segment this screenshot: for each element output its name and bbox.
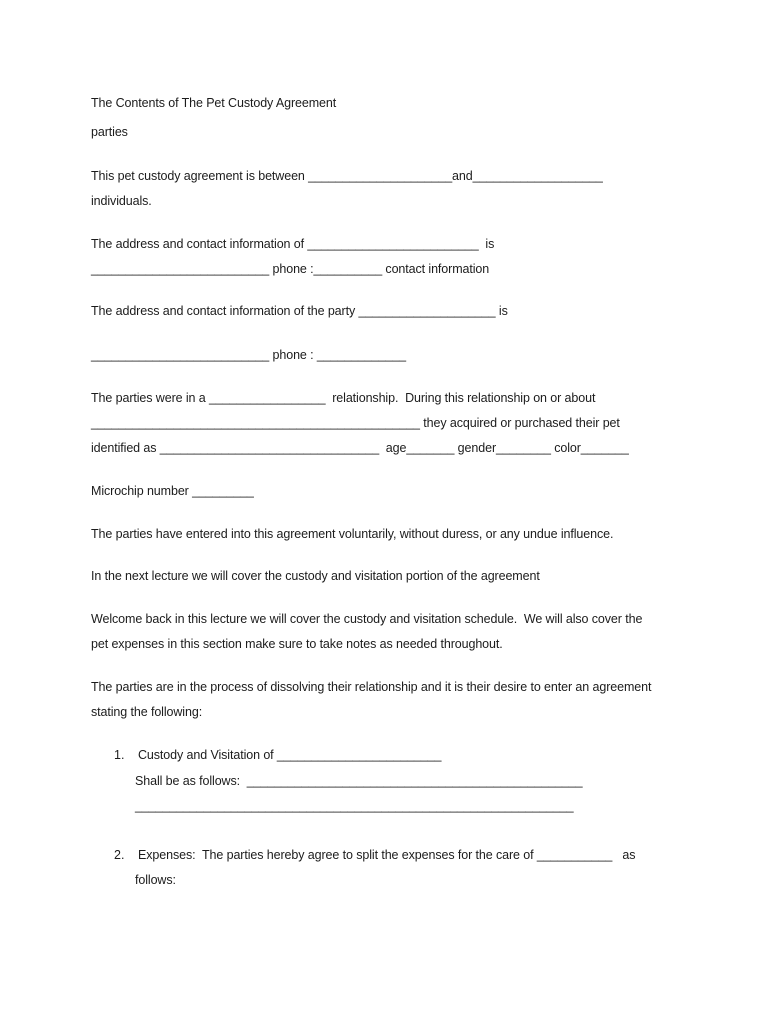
welcome-line-2: pet expenses in this section make sure to take notes as needed throughout. xyxy=(91,637,503,651)
document-title: The Contents of The Pet Custody Agreement xyxy=(91,96,337,110)
microchip-line: Microchip number _________ xyxy=(91,484,254,498)
section-heading-parties: parties xyxy=(91,125,128,139)
next-lecture-line: In the next lecture we will cover the custody and visitation portion of the agreement xyxy=(91,569,540,583)
list-item-1-line-3: ________________________________________________________________ xyxy=(135,799,574,813)
list-item-1-line-1: Custody and Visitation of ________________________ xyxy=(138,748,442,762)
contact-line-1: The address and contact information of _________________________ is xyxy=(91,237,495,251)
dissolving-line-2: stating the following: xyxy=(91,705,203,719)
voluntary-line: The parties have entered into this agreement voluntarily, without duress, or any undue influence. xyxy=(91,527,614,541)
list-item-2-number: 2. xyxy=(114,848,125,862)
contact-line-2: __________________________ phone :__________ contact information xyxy=(91,262,490,276)
parties-line-1: This pet custody agreement is between _____________________and___________________ xyxy=(91,169,603,183)
parties-line-2: individuals. xyxy=(91,194,152,208)
relationship-line-1: The parties were in a _________________ relationship. During this relationship on or about xyxy=(91,391,596,405)
contact-phone-line: __________________________ phone : _____________ xyxy=(91,348,406,362)
contact-party-line: The address and contact information of the party ____________________ is xyxy=(91,304,508,318)
relationship-line-3: identified as ________________________________ age_______ gender________ color_______ xyxy=(91,441,629,455)
list-item-1-number: 1. xyxy=(114,748,125,762)
list-item-2-line-2: follows: xyxy=(135,873,176,887)
list-item-2-line-1: Expenses: The parties hereby agree to split the expenses for the care of ___________ as xyxy=(138,848,636,862)
welcome-line-1: Welcome back in this lecture we will cover the custody and visitation schedule. We will also cover the xyxy=(91,612,643,626)
dissolving-line-1: The parties are in the process of dissolving their relationship and it is their desire to enter an agreement xyxy=(91,680,652,694)
relationship-line-2: ________________________________________________ they acquired or purchased their pet xyxy=(91,416,620,430)
list-item-1-line-2: Shall be as follows: _________________________________________________ xyxy=(135,774,583,788)
